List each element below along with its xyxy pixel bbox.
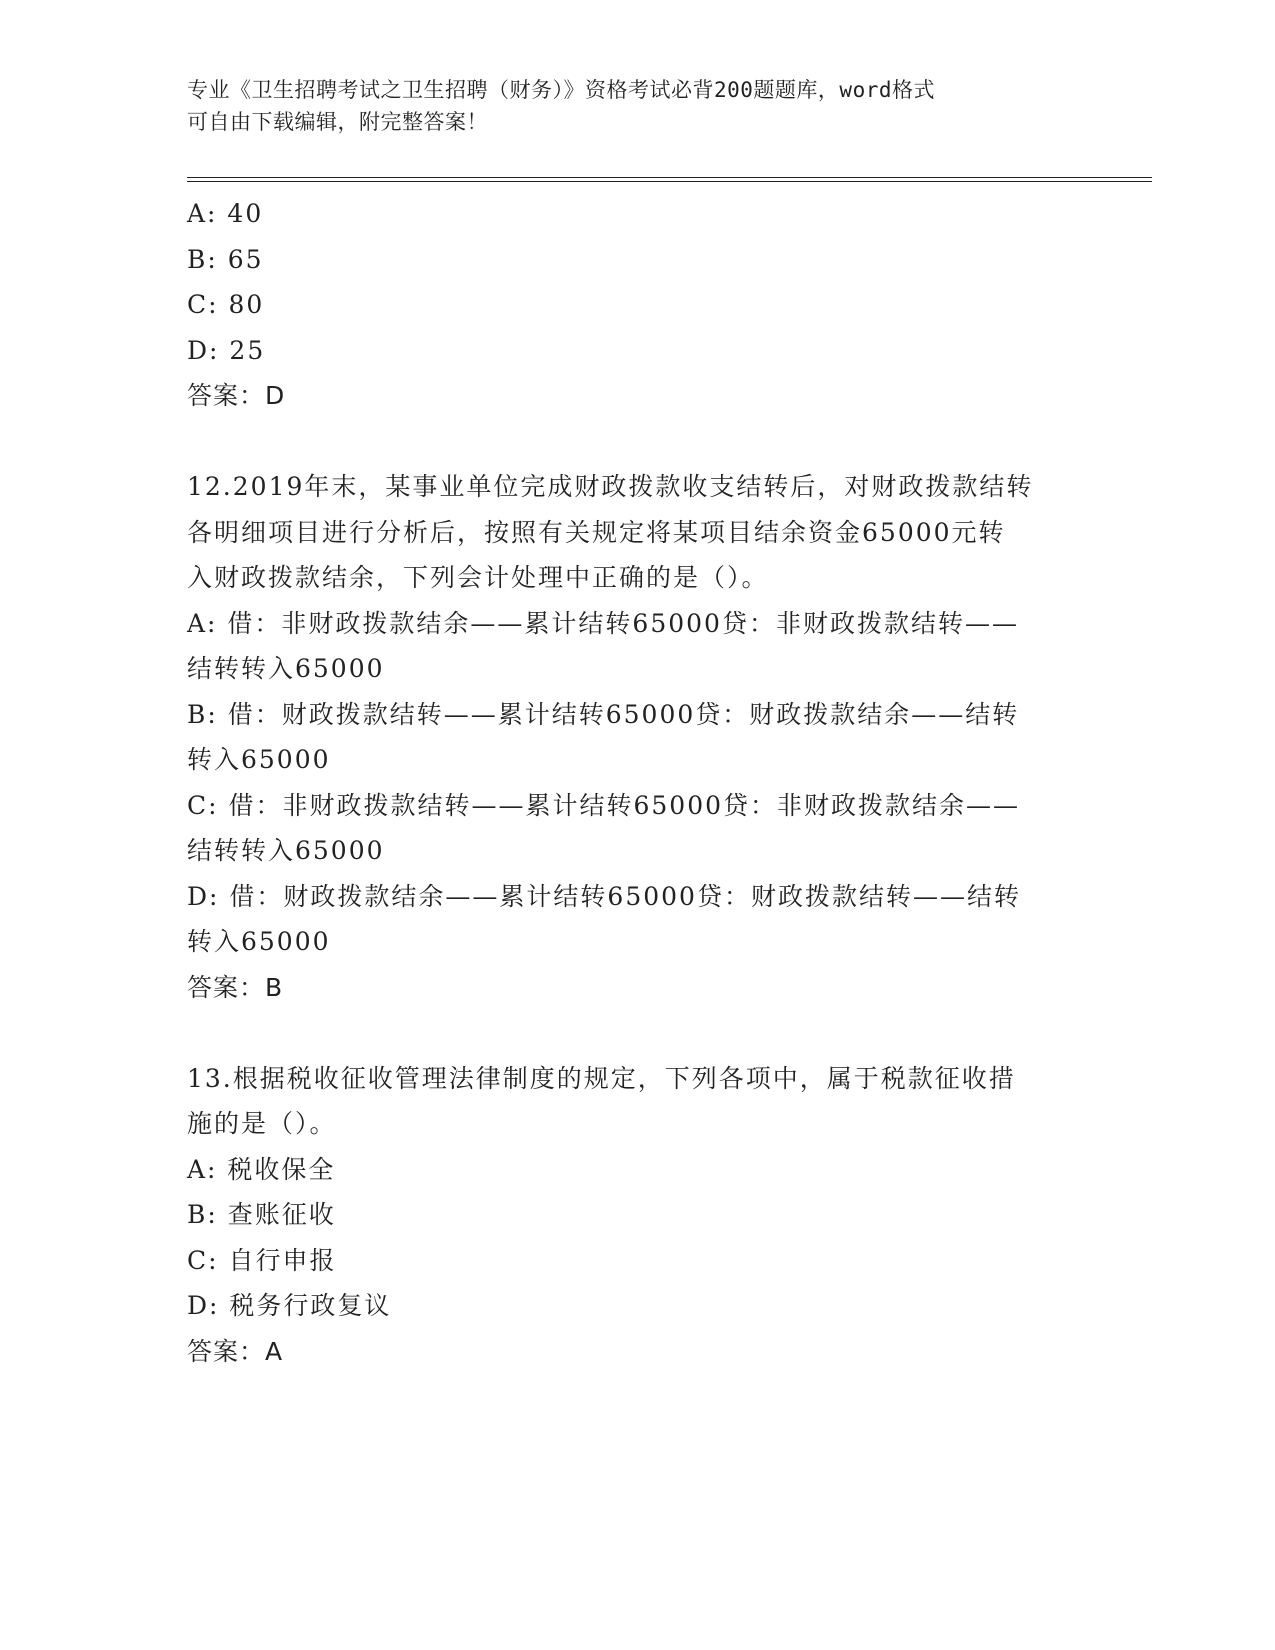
header-line-1: 专业《卫生招聘考试之卫生招聘（财务）》资格考试必背200题题库，word格式: [187, 78, 935, 102]
question-stem-line: 13.根据税收征收管理法律制度的规定，下列各项中，属于税款征收措: [187, 1063, 1016, 1093]
question-stem-line: 12.2019年末，某事业单位完成财政拨款收支结转后，对财政拨款结转: [187, 472, 1034, 501]
option-a: A: 税收保全: [187, 1154, 336, 1184]
question-12: [187, 464, 1087, 1010]
option-a: A: 40: [187, 199, 264, 228]
option-b-continued: 转入65000: [187, 745, 331, 774]
option-d-continued: 转入65000: [187, 927, 331, 956]
option-c-continued: 结转转入65000: [187, 836, 385, 865]
option-c: C: 自行申报: [187, 1245, 337, 1275]
document-header: [187, 74, 1067, 138]
question-stem-line: 各明细项目进行分析后，按照有关规定将某项目结余资金65000元转: [187, 517, 1006, 547]
spacer: [187, 419, 1087, 465]
answer-line: 答案：A: [187, 1336, 284, 1366]
question-content: [187, 191, 1087, 1374]
header-divider-bottom: [187, 181, 1152, 182]
option-b: B: 借：财政拨款结转——累计结转65000贷：财政拨款结余——结转: [187, 699, 1020, 729]
option-d: D: 借：财政拨款结余——累计结转65000贷：财政拨款结转——结转: [187, 881, 1021, 911]
option-c: C: 借：非财政拨款结转——累计结转65000贷：非财政拨款结余——: [187, 790, 1021, 820]
option-b: B: 查账征收: [187, 1200, 336, 1229]
header-divider-top: [187, 177, 1152, 178]
answer-line: 答案：D: [187, 381, 286, 410]
question-stem-line: 施的是（）。: [187, 1109, 337, 1138]
question-13: [187, 1056, 1087, 1375]
option-c: C: 80: [187, 290, 265, 319]
question-stem-line: 入财政拨款结余，下列会计处理中正确的是（）。: [187, 563, 769, 592]
question-11: [187, 191, 1087, 419]
option-b: B: 65: [187, 244, 264, 274]
spacer: [187, 1010, 1087, 1056]
answer-line: 答案：B: [187, 972, 284, 1002]
option-a: A: 借：非财政拨款结余——累计结转65000贷：非财政拨款结转——: [187, 608, 1019, 638]
header-line-2: 可自由下载编辑，附完整答案！: [187, 110, 488, 134]
option-d: D: 25: [187, 335, 266, 365]
option-a-continued: 结转转入65000: [187, 654, 385, 683]
option-d: D: 税务行政复议: [187, 1291, 392, 1320]
